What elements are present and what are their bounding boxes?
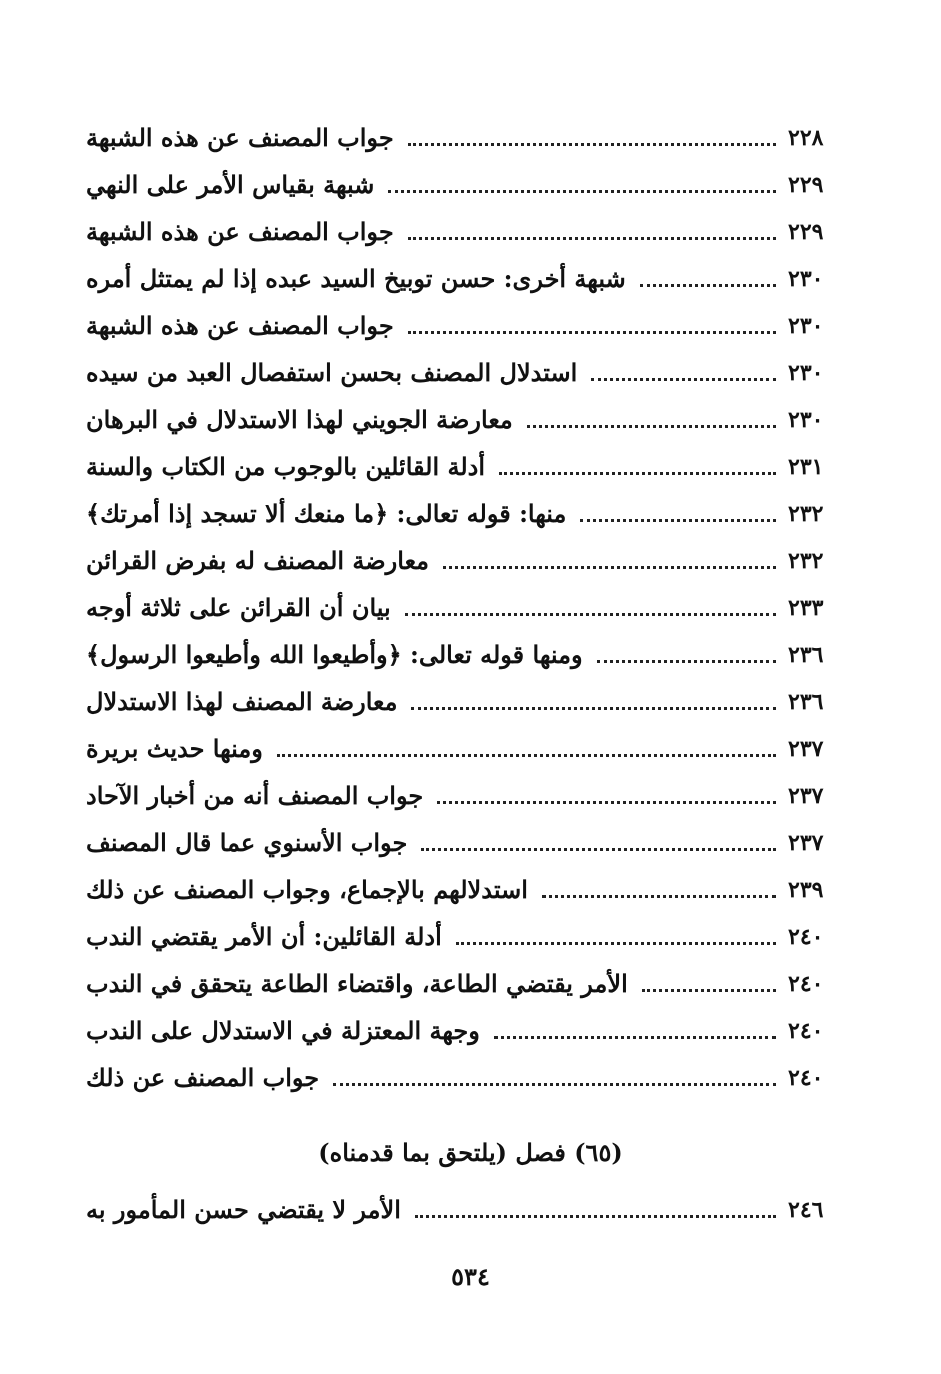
toc-entry — [80, 531, 850, 578]
toc-entry — [80, 672, 850, 719]
entry-page-number: ٢٤٠ — [788, 924, 824, 950]
dot-leader — [437, 800, 776, 804]
entry-title: معارضة المصنف لهذا الاستدلال — [86, 687, 398, 716]
dot-leader — [640, 283, 776, 287]
dot-leader — [580, 518, 776, 522]
entry-title: الأمر يقتضي الطاعة، واقتضاء الطاعة يتحقق في الندب — [86, 969, 628, 998]
dot-leader — [405, 612, 776, 616]
toc-entry — [80, 437, 850, 484]
dot-leader — [494, 1035, 776, 1039]
entry-title: بيان أن القرائن على ثلاثة أوجه — [86, 593, 391, 622]
dot-leader — [408, 236, 776, 240]
entry-page-number: ٢٢٩ — [788, 172, 824, 198]
entry-title: منها: قوله تعالى: ﴿ما منعك ألا تسجد إذا أمرتك﴾ — [86, 499, 567, 528]
toc-entry — [80, 625, 850, 672]
dot-leader — [591, 377, 776, 381]
entry-title: معارضة المصنف له بفرض القرائن — [86, 546, 429, 575]
dot-leader — [597, 659, 776, 663]
toc-entry — [80, 1180, 850, 1227]
dot-leader — [499, 471, 776, 475]
entry-title: شبهة بقياس الأمر على النهي — [86, 170, 375, 199]
dot-leader — [411, 706, 776, 710]
entry-title: جواب المصنف عن هذه الشبهة — [86, 311, 394, 340]
entry-title: جواب المصنف عن هذه الشبهة — [86, 123, 394, 152]
toc-entry — [80, 296, 850, 343]
entry-page-number: ٢٣٧ — [788, 783, 824, 809]
dot-leader — [642, 988, 776, 992]
toc-list — [80, 108, 850, 1095]
entry-title: معارضة الجويني لهذا الاستدلال في البرهان — [86, 405, 513, 434]
toc-entry — [80, 578, 850, 625]
entry-title: ومنها حديث بريرة — [86, 734, 263, 763]
dot-leader — [421, 847, 776, 851]
dot-leader — [415, 1214, 776, 1218]
toc-entry — [80, 860, 850, 907]
entry-page-number: ٢٣٠ — [788, 313, 824, 339]
entry-title: وجهة المعتزلة في الاستدلال على الندب — [86, 1016, 480, 1045]
entry-page-number: ٢٤٠ — [788, 971, 824, 997]
dot-leader — [388, 189, 776, 193]
entry-page-number: ٢٢٩ — [788, 219, 824, 245]
entry-page-number: ٢٣٦ — [788, 642, 824, 668]
toc-entry — [80, 813, 850, 860]
entry-title: جواب المصنف أنه من أخبار الآحاد — [86, 781, 424, 810]
entry-page-number: ٢٣١ — [788, 454, 824, 480]
dot-leader — [333, 1082, 776, 1086]
toc-entry — [80, 1001, 850, 1048]
entry-page-number: ٢٢٨ — [788, 125, 824, 151]
entry-page-number: ٢٣٦ — [788, 689, 824, 715]
entry-page-number: ٢٤٦ — [788, 1197, 824, 1223]
entry-page-number: ٢٣٩ — [788, 877, 824, 903]
dot-leader — [527, 424, 776, 428]
entry-page-number: ٢٣٧ — [788, 736, 824, 762]
entry-page-number: ٢٣٣ — [788, 595, 824, 621]
toc-entry — [80, 719, 850, 766]
toc-entry — [80, 484, 850, 531]
entry-title: جواب الأسنوي عما قال المصنف — [86, 828, 408, 857]
entry-page-number: ٢٣٠ — [788, 407, 824, 433]
toc-entry — [80, 766, 850, 813]
section-heading: (٦٥) فصل (يلتحق بما قدمناه) — [318, 1138, 623, 1167]
toc-entry — [80, 249, 850, 296]
toc-entry — [80, 907, 850, 954]
entry-page-number: ٢٤٠ — [788, 1065, 824, 1091]
entry-title: الأمر لا يقتضي حسن المأمور به — [86, 1195, 401, 1224]
toc-entry — [80, 954, 850, 1001]
entry-page-number: ٢٣٧ — [788, 830, 824, 856]
entry-title: استدلال المصنف بحسن استفصال العبد من سيده — [86, 358, 578, 387]
dot-leader — [277, 753, 776, 757]
dot-leader — [443, 565, 776, 569]
entry-page-number: ٢٣٠ — [788, 360, 824, 386]
entry-title: أدلة القائلين بالوجوب من الكتاب والسنة — [86, 452, 486, 481]
entry-page-number: ٢٣٢ — [788, 501, 824, 527]
toc-entry — [80, 155, 850, 202]
entry-page-number: ٢٣٢ — [788, 548, 824, 574]
toc-entry — [80, 343, 850, 390]
toc-entry — [80, 390, 850, 437]
entry-page-number: ٢٤٠ — [788, 1018, 824, 1044]
entry-title: استدلالهم بالإجماع، وجواب المصنف عن ذلك — [86, 875, 528, 904]
dot-leader — [542, 894, 776, 898]
entry-title: شبهة أخرى: حسن توبيخ السيد عبده إذا لم يمتثل أمره — [86, 264, 626, 293]
toc-entry — [80, 202, 850, 249]
entry-title: جواب المصنف عن هذه الشبهة — [86, 217, 394, 246]
entry-title: ومنها قوله تعالى: ﴿وأطيعوا الله وأطيعوا الرسول﴾ — [86, 640, 583, 669]
entry-title: جواب المصنف عن ذلك — [86, 1063, 320, 1092]
toc-entry — [80, 108, 850, 155]
entry-title: أدلة القائلين: أن الأمر يقتضي الندب — [86, 922, 442, 951]
dot-leader — [456, 941, 776, 945]
entry-page-number: ٢٣٠ — [788, 266, 824, 292]
toc-entry — [80, 1048, 850, 1095]
page-number: ٥٣٤ — [451, 1262, 490, 1291]
section-toc-list — [80, 1180, 850, 1227]
dot-leader — [408, 330, 776, 334]
dot-leader — [408, 142, 776, 146]
